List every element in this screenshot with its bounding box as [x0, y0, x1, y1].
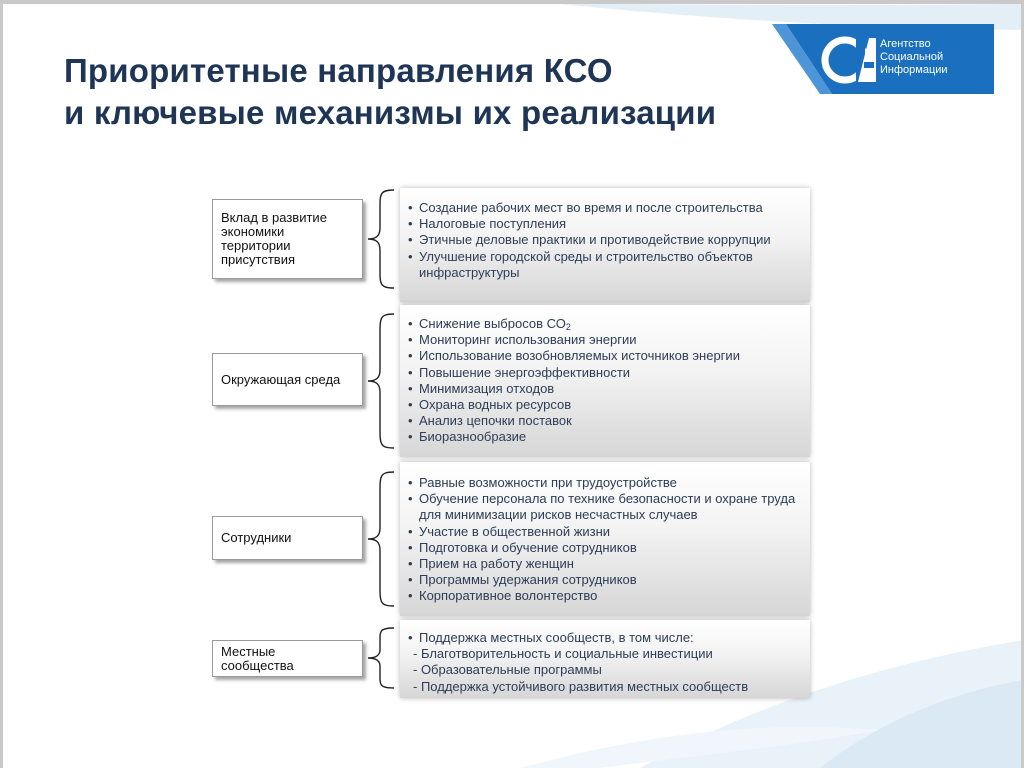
- panel-employees: [400, 462, 810, 616]
- list-subitem: - Поддержка устойчивого развития местных сообществ: [413, 678, 749, 694]
- list-item: • Создание рабочих мест во время и после строительства: [408, 200, 804, 216]
- bullet-list: [408, 630, 804, 695]
- list-item: • Охрана водных ресурсов: [408, 397, 804, 413]
- list-item: • Подготовка и обучение сотрудников: [408, 540, 804, 556]
- category-label: Местные сообщества: [221, 643, 294, 673]
- list-subitem: - Благотворительность и социальные инвестиции: [413, 646, 713, 662]
- co2-subscript: 2: [565, 322, 571, 332]
- category-label: Сотрудники: [221, 530, 292, 545]
- logo-line-2: Социальной: [880, 51, 944, 63]
- list-item: • Использование возобновляемых источников энергии: [408, 348, 804, 364]
- brace-icon: [366, 470, 396, 608]
- list-item: [408, 316, 804, 332]
- list-item: • Улучшение городской среды и строительство объектов инфраструктуры: [408, 249, 804, 281]
- list-item: • Участие в общественной жизни: [408, 524, 804, 540]
- bullet-list: [408, 316, 804, 446]
- list-item: • Прием на работу женщин: [408, 556, 804, 572]
- bullet-list: [408, 475, 804, 605]
- list-item: • Налоговые поступления: [408, 216, 804, 232]
- list-item: • Минимизация отходов: [408, 381, 804, 397]
- slide-title: [64, 50, 716, 134]
- list-item: • Программы удержания сотрудников: [408, 572, 804, 588]
- list-item: • Равные возможности при трудоустройстве: [408, 475, 804, 491]
- category-box-economy: [212, 199, 363, 279]
- logo-line-1: Агентство: [880, 38, 931, 50]
- panel-environment: [400, 305, 810, 457]
- panel-communities: [400, 620, 810, 698]
- list-item: • Обучение персонала по технике безопасности и охране труда для минимизации рисков несчастных случаев: [408, 491, 804, 523]
- list-item: • Анализ цепочки поставок: [408, 413, 804, 429]
- category-label: Окружающая среда: [221, 371, 341, 387]
- list-subitem: - Образовательные программы: [413, 662, 602, 678]
- bullet-list: [408, 200, 804, 281]
- category-box-communities: [212, 640, 363, 677]
- list-item: • Мониторинг использования энергии: [408, 332, 804, 348]
- co2-text: Снижение выбросов СО: [419, 316, 566, 331]
- panel-economy: [400, 188, 810, 302]
- title-line-1: Приоритетные направления КСО: [64, 52, 613, 89]
- brace-icon: [366, 626, 396, 690]
- brace-icon: [366, 312, 396, 450]
- title-line-2: и ключевые механизмы их реализации: [64, 94, 717, 131]
- list-item: • Этичные деловые практики и противодействие коррупции: [408, 232, 804, 248]
- logo-text: [880, 38, 990, 77]
- list-item: • Корпоративное волонтерство: [408, 588, 804, 604]
- list-item: • Биоразнообразие: [408, 429, 804, 445]
- category-box-employees: [212, 516, 363, 560]
- category-box-environment: [212, 353, 363, 406]
- list-item: • Поддержка местных сообществ, в том числе:: [408, 630, 804, 646]
- category-label: Вклад в развитие экономики территории присутствия: [221, 210, 327, 267]
- brace-icon: [366, 188, 396, 290]
- logo-line-3: Информации: [880, 64, 948, 76]
- list-item: • Повышение энергоэффективности: [408, 365, 804, 381]
